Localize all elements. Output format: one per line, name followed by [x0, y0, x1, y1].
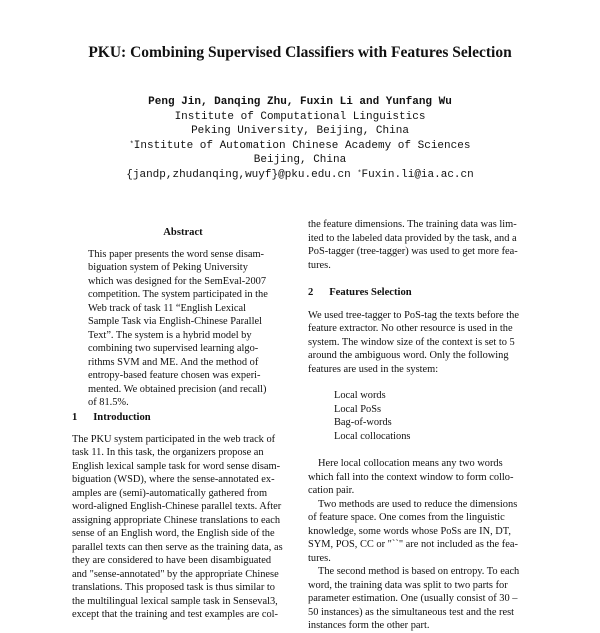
abstract-line: This paper presents the word sense disam-	[88, 248, 265, 260]
introduction-heading: 1 Introduction	[72, 412, 151, 423]
continued-line: the feature dimensions. The training data was lim-	[308, 219, 517, 230]
abstract-line: rithms SVM and ME. And the method of	[88, 356, 259, 368]
abstract-line: mented. We obtained precision (and recall)	[88, 383, 267, 395]
abstract-line: which was designed for the SemEval-2007	[88, 275, 267, 287]
intro-line: the multilingual lexical sample task in Senseval3,	[72, 595, 278, 607]
features-heading: 2 Features Selection	[308, 287, 412, 298]
features-line: Two methods are used to reduce the dimensions	[318, 498, 518, 510]
affiliation-2: Peking University, Beijing, China	[191, 125, 409, 137]
abstract-line: Web track of task 11 “English Lexical	[88, 302, 247, 314]
intro-line: parallel texts can then serve as the training data, as	[72, 541, 283, 553]
abstract-line: Sample Task via English-Chinese Parallel	[88, 316, 262, 327]
features-line: The second method is based on entropy. To each	[318, 566, 520, 577]
features-line: Here local collocation means any two words	[318, 458, 503, 469]
email-pku: {jandp,zhudanqing,wuyf}@pku.edu.cn	[126, 169, 351, 181]
intro-line: English lexical sample task for word sense disam-	[72, 460, 281, 472]
features-line: around the ambiguous word. Only the following	[308, 350, 509, 361]
features-line: of feature space. One comes from the linguistic	[308, 512, 505, 523]
feature-list-item: Bag-of-words	[334, 417, 392, 428]
abstract-line: biguation system of Peking University	[88, 262, 248, 273]
features-line: 50 instances) as the simultaneous test and the rest	[308, 606, 515, 618]
affiliation-3: *Institute of Automation Chinese Academy of Sciences	[129, 140, 471, 152]
abstract-line: of 81.5%.	[88, 397, 129, 408]
introduction-section	[72, 411, 294, 622]
features-line: We used tree-tagger to PoS-tag the texts before the	[308, 309, 519, 321]
author-emails	[0, 168, 600, 183]
intro-line: assigning appropriate Chinese translations to each	[72, 514, 281, 526]
intro-line: The PKU system participated in the web track of	[72, 433, 276, 445]
abstract-body	[88, 248, 278, 410]
features-line: features are used in the system:	[308, 363, 439, 375]
intro-line: and "sense-annotated" by the appropriate Chinese	[72, 568, 279, 580]
abstract-line: combining two supervised learning algo-	[88, 343, 259, 354]
feature-list-item: Local collocations	[334, 430, 411, 442]
author-list: Peng Jin, Danqing Zhu, Fuxin Li and Yunfang Wu	[148, 96, 452, 108]
features-line: cation pair.	[308, 485, 355, 496]
email-ia: Fuxin.li@ia.ac.cn	[361, 169, 474, 181]
features-line: parameter estimation. One (usually consist of 30 –	[308, 593, 518, 604]
continued-line: ited to the labeled data provided by the task, and a	[308, 232, 517, 244]
features-line: tures.	[308, 552, 331, 564]
continued-line: tures.	[308, 259, 331, 271]
intro-line: task 11. In this task, the organizers propose an	[72, 447, 264, 458]
intro-line: biguation (WSD), where the sense-annotated ex-	[72, 474, 275, 485]
abstract-section	[88, 226, 278, 410]
email-asterisk: *	[357, 170, 362, 178]
right-column	[308, 218, 530, 633]
features-line: feature extractor. No other resource is used in the	[308, 323, 513, 334]
features-line: knowledge, some words whose PoSs are IN, DT,	[308, 525, 511, 537]
abstract-line: entropy-based feature chosen was experi-	[88, 370, 261, 381]
feature-list	[308, 389, 530, 443]
intro-line: amples are (semi)-automatically gathered from	[72, 487, 268, 499]
features-line: word, the training data was split to two parts for	[308, 579, 508, 591]
abstract-line: competition. The system participated in the	[88, 289, 268, 300]
continued-line: PoS-tagger (tree-tagger) was used to get more fea-	[308, 246, 518, 257]
features-line: SYM, POS, CC or "``" are not included as the fea-	[308, 539, 518, 550]
affiliation-asterisk: *	[129, 141, 134, 149]
features-line: system. The window size of the context is set to 5	[308, 336, 515, 348]
intro-line: they are considered to have been disambiguated	[72, 555, 272, 566]
feature-list-item: Local PoSs	[334, 403, 382, 415]
feature-list-item: Local words	[334, 390, 386, 401]
affiliation-1: Institute of Computational Linguistics	[174, 111, 426, 123]
intro-line: except that the training and test examples are col-	[72, 609, 278, 620]
intro-line: translations. This proposed task is thus similar to	[72, 582, 275, 593]
intro-line: word-aligned English-Chinese parallel texts. After	[72, 501, 282, 512]
paper-title: PKU: Combining Supervised Classifiers with Features Selection	[88, 44, 512, 61]
affiliation-4: Beijing, China	[253, 154, 347, 166]
features-line: instances form the other part.	[308, 620, 430, 631]
abstract-line: Text”. The system is a hybrid model by	[88, 329, 252, 341]
abstract-heading: Abstract	[163, 227, 203, 238]
intro-line: sense of an English word, the English side of the	[72, 528, 275, 539]
features-line: which fall into the context window to form collo-	[308, 471, 514, 483]
